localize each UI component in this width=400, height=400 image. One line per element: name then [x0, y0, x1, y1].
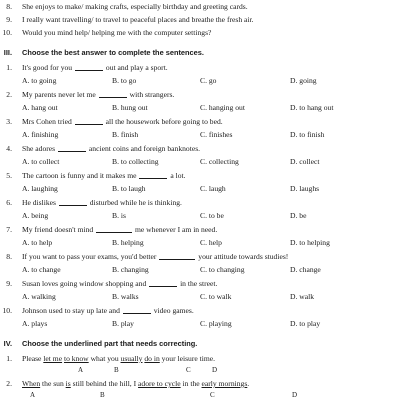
option-c[interactable]: C. hanging out: [200, 103, 245, 112]
option-d[interactable]: D. change: [290, 265, 321, 274]
stem-after: me whenever I am in need.: [135, 225, 218, 234]
option-a[interactable]: A. finishing: [22, 130, 59, 139]
underlined-part-c[interactable]: adore to cycle: [138, 379, 181, 388]
option-c[interactable]: C. help: [200, 238, 222, 247]
option-c[interactable]: C. playing: [200, 319, 232, 328]
answer-blank: [149, 279, 177, 287]
question-number: 10.: [2, 306, 12, 315]
option-a[interactable]: A. hang out: [22, 103, 58, 112]
question-number: 5.: [6, 171, 12, 180]
option-a[interactable]: A. plays: [22, 319, 48, 328]
option-b[interactable]: B. to laugh: [112, 184, 146, 193]
option-b[interactable]: B. to go: [112, 76, 137, 85]
letter-c: C: [210, 391, 215, 399]
option-a[interactable]: A. to help: [22, 238, 53, 247]
stem-after: video games.: [153, 306, 194, 315]
section-roman: III.: [3, 48, 12, 57]
question-number: 3.: [6, 117, 12, 126]
stem-before: He dislikes: [22, 198, 56, 207]
option-d[interactable]: D. walk: [290, 292, 315, 301]
option-d[interactable]: D. to play: [290, 319, 321, 328]
stem-before: My parents never let me: [22, 90, 96, 99]
letter-d: D: [292, 391, 298, 399]
letter-a: A: [30, 391, 36, 399]
option-b[interactable]: B. finish: [112, 130, 139, 139]
option-c[interactable]: C. to walk: [200, 292, 232, 301]
sentence-part: still behind the hill, I: [70, 379, 139, 388]
option-b[interactable]: B. changing: [112, 265, 149, 274]
sentence-part: the sun: [40, 379, 66, 388]
option-b[interactable]: B. play: [112, 319, 134, 328]
letter-c: C: [186, 366, 191, 374]
correction-sentence: [22, 354, 215, 364]
answer-blank: [75, 117, 103, 125]
correction-sentence: [22, 379, 249, 389]
underlined-part-a[interactable]: let me: [43, 354, 63, 363]
option-d[interactable]: D. collect: [290, 157, 320, 166]
question-number: 6.: [6, 198, 12, 207]
question-number: 1.: [6, 354, 12, 363]
section-title: Choose the best answer to complete the sentences.: [22, 48, 204, 57]
sentence-part: in the: [180, 379, 202, 388]
option-c[interactable]: C. collecting: [200, 157, 239, 166]
item-number: 10.: [2, 28, 12, 37]
option-c[interactable]: C. go: [200, 76, 217, 85]
sentence-part: what you: [88, 354, 121, 363]
answer-blank: [123, 306, 151, 314]
option-a[interactable]: A. laughing: [22, 184, 58, 193]
stem-after: all the housework before going to bed.: [105, 117, 223, 126]
underlined-part-a[interactable]: When: [22, 379, 41, 388]
option-b[interactable]: B. walks: [112, 292, 139, 301]
option-d[interactable]: D. to helping: [290, 238, 330, 247]
stem-before: The cartoon is funny and it makes me: [22, 171, 137, 180]
option-d[interactable]: D. to finish: [290, 130, 325, 139]
section-title: Choose the underlined part that needs correcting.: [22, 339, 198, 348]
stem-before: It's good for you: [22, 63, 73, 72]
stem-before: If you want to pass your exams, you'd better: [22, 252, 157, 261]
letter-a: A: [78, 366, 84, 374]
letter-d: D: [212, 366, 218, 374]
option-d[interactable]: D. be: [290, 211, 307, 220]
option-d[interactable]: D. laughs: [290, 184, 320, 193]
answer-blank: [59, 198, 87, 206]
answer-blank: [75, 63, 103, 71]
letter-b: B: [114, 366, 119, 374]
item-text: Would you mind help/ helping me with the computer settings?: [22, 28, 212, 37]
stem-after: ancient coins and foreign banknotes.: [88, 144, 201, 153]
option-b[interactable]: B. to collecting: [112, 157, 159, 166]
option-c[interactable]: C. to be: [200, 211, 224, 220]
stem-after: with strangers.: [129, 90, 175, 99]
answer-blank: [139, 171, 167, 179]
stem-after: in the street.: [180, 279, 218, 288]
option-b[interactable]: B. helping: [112, 238, 144, 247]
question-number: 4.: [6, 144, 12, 153]
option-b[interactable]: B. is: [112, 211, 126, 220]
question-number: 8.: [6, 252, 12, 261]
option-a[interactable]: A. to change: [22, 265, 61, 274]
stem-after: your attitude towards studies!: [198, 252, 289, 261]
question-number: 1.: [6, 63, 12, 72]
option-a[interactable]: A. to collect: [22, 157, 60, 166]
stem-after: out and play a sport.: [105, 63, 168, 72]
answer-blank: [99, 90, 127, 98]
item-text: She enjoys to make/ making crafts, especially birthday and greeting cards.: [22, 2, 248, 11]
answer-blank: [58, 144, 86, 152]
stem-before: Mrs Cohen tried: [22, 117, 72, 126]
letter-b: B: [100, 391, 105, 399]
item-text: I really want travelling/ to travel to peaceful places and breathe the fresh air.: [22, 15, 254, 24]
underlined-part-d[interactable]: do in: [144, 354, 160, 363]
stem-before: Susan loves going window shopping and: [22, 279, 147, 288]
option-c[interactable]: C. to changing: [200, 265, 245, 274]
option-c[interactable]: C. laugh: [200, 184, 226, 193]
stem-before: Johnson used to stay up late and: [22, 306, 120, 315]
option-a[interactable]: A. walking: [22, 292, 56, 301]
item-number: 8.: [6, 2, 12, 11]
option-a[interactable]: A. to going: [22, 76, 57, 85]
question-number: 9.: [6, 279, 12, 288]
underlined-part-d[interactable]: early mornings: [201, 379, 248, 388]
stem-after: a lot.: [170, 171, 186, 180]
sentence-part: .: [247, 379, 250, 388]
question-number: 2.: [6, 90, 12, 99]
answer-blank: [159, 252, 195, 260]
question-number: 2.: [6, 379, 12, 388]
underlined-part-b[interactable]: to know: [63, 354, 89, 363]
option-b[interactable]: B. hung out: [112, 103, 148, 112]
option-d[interactable]: D. going: [290, 76, 317, 85]
stem-after: disturbed while he is thinking.: [89, 198, 182, 207]
sentence-part: your leisure time.: [159, 354, 216, 363]
option-a[interactable]: A. being: [22, 211, 49, 220]
stem-before: My friend doesn't mind: [22, 225, 94, 234]
option-c[interactable]: C. finishes: [200, 130, 233, 139]
underlined-part-b[interactable]: is: [65, 379, 71, 388]
question-number: 7.: [6, 225, 12, 234]
section-roman: IV.: [3, 339, 12, 348]
sentence-part: Please: [22, 354, 44, 363]
item-number: 9.: [6, 15, 12, 24]
option-d[interactable]: D. to hang out: [290, 103, 334, 112]
answer-blank: [96, 225, 132, 233]
underlined-part-c[interactable]: usually: [120, 354, 143, 363]
stem-before: She adores: [22, 144, 56, 153]
